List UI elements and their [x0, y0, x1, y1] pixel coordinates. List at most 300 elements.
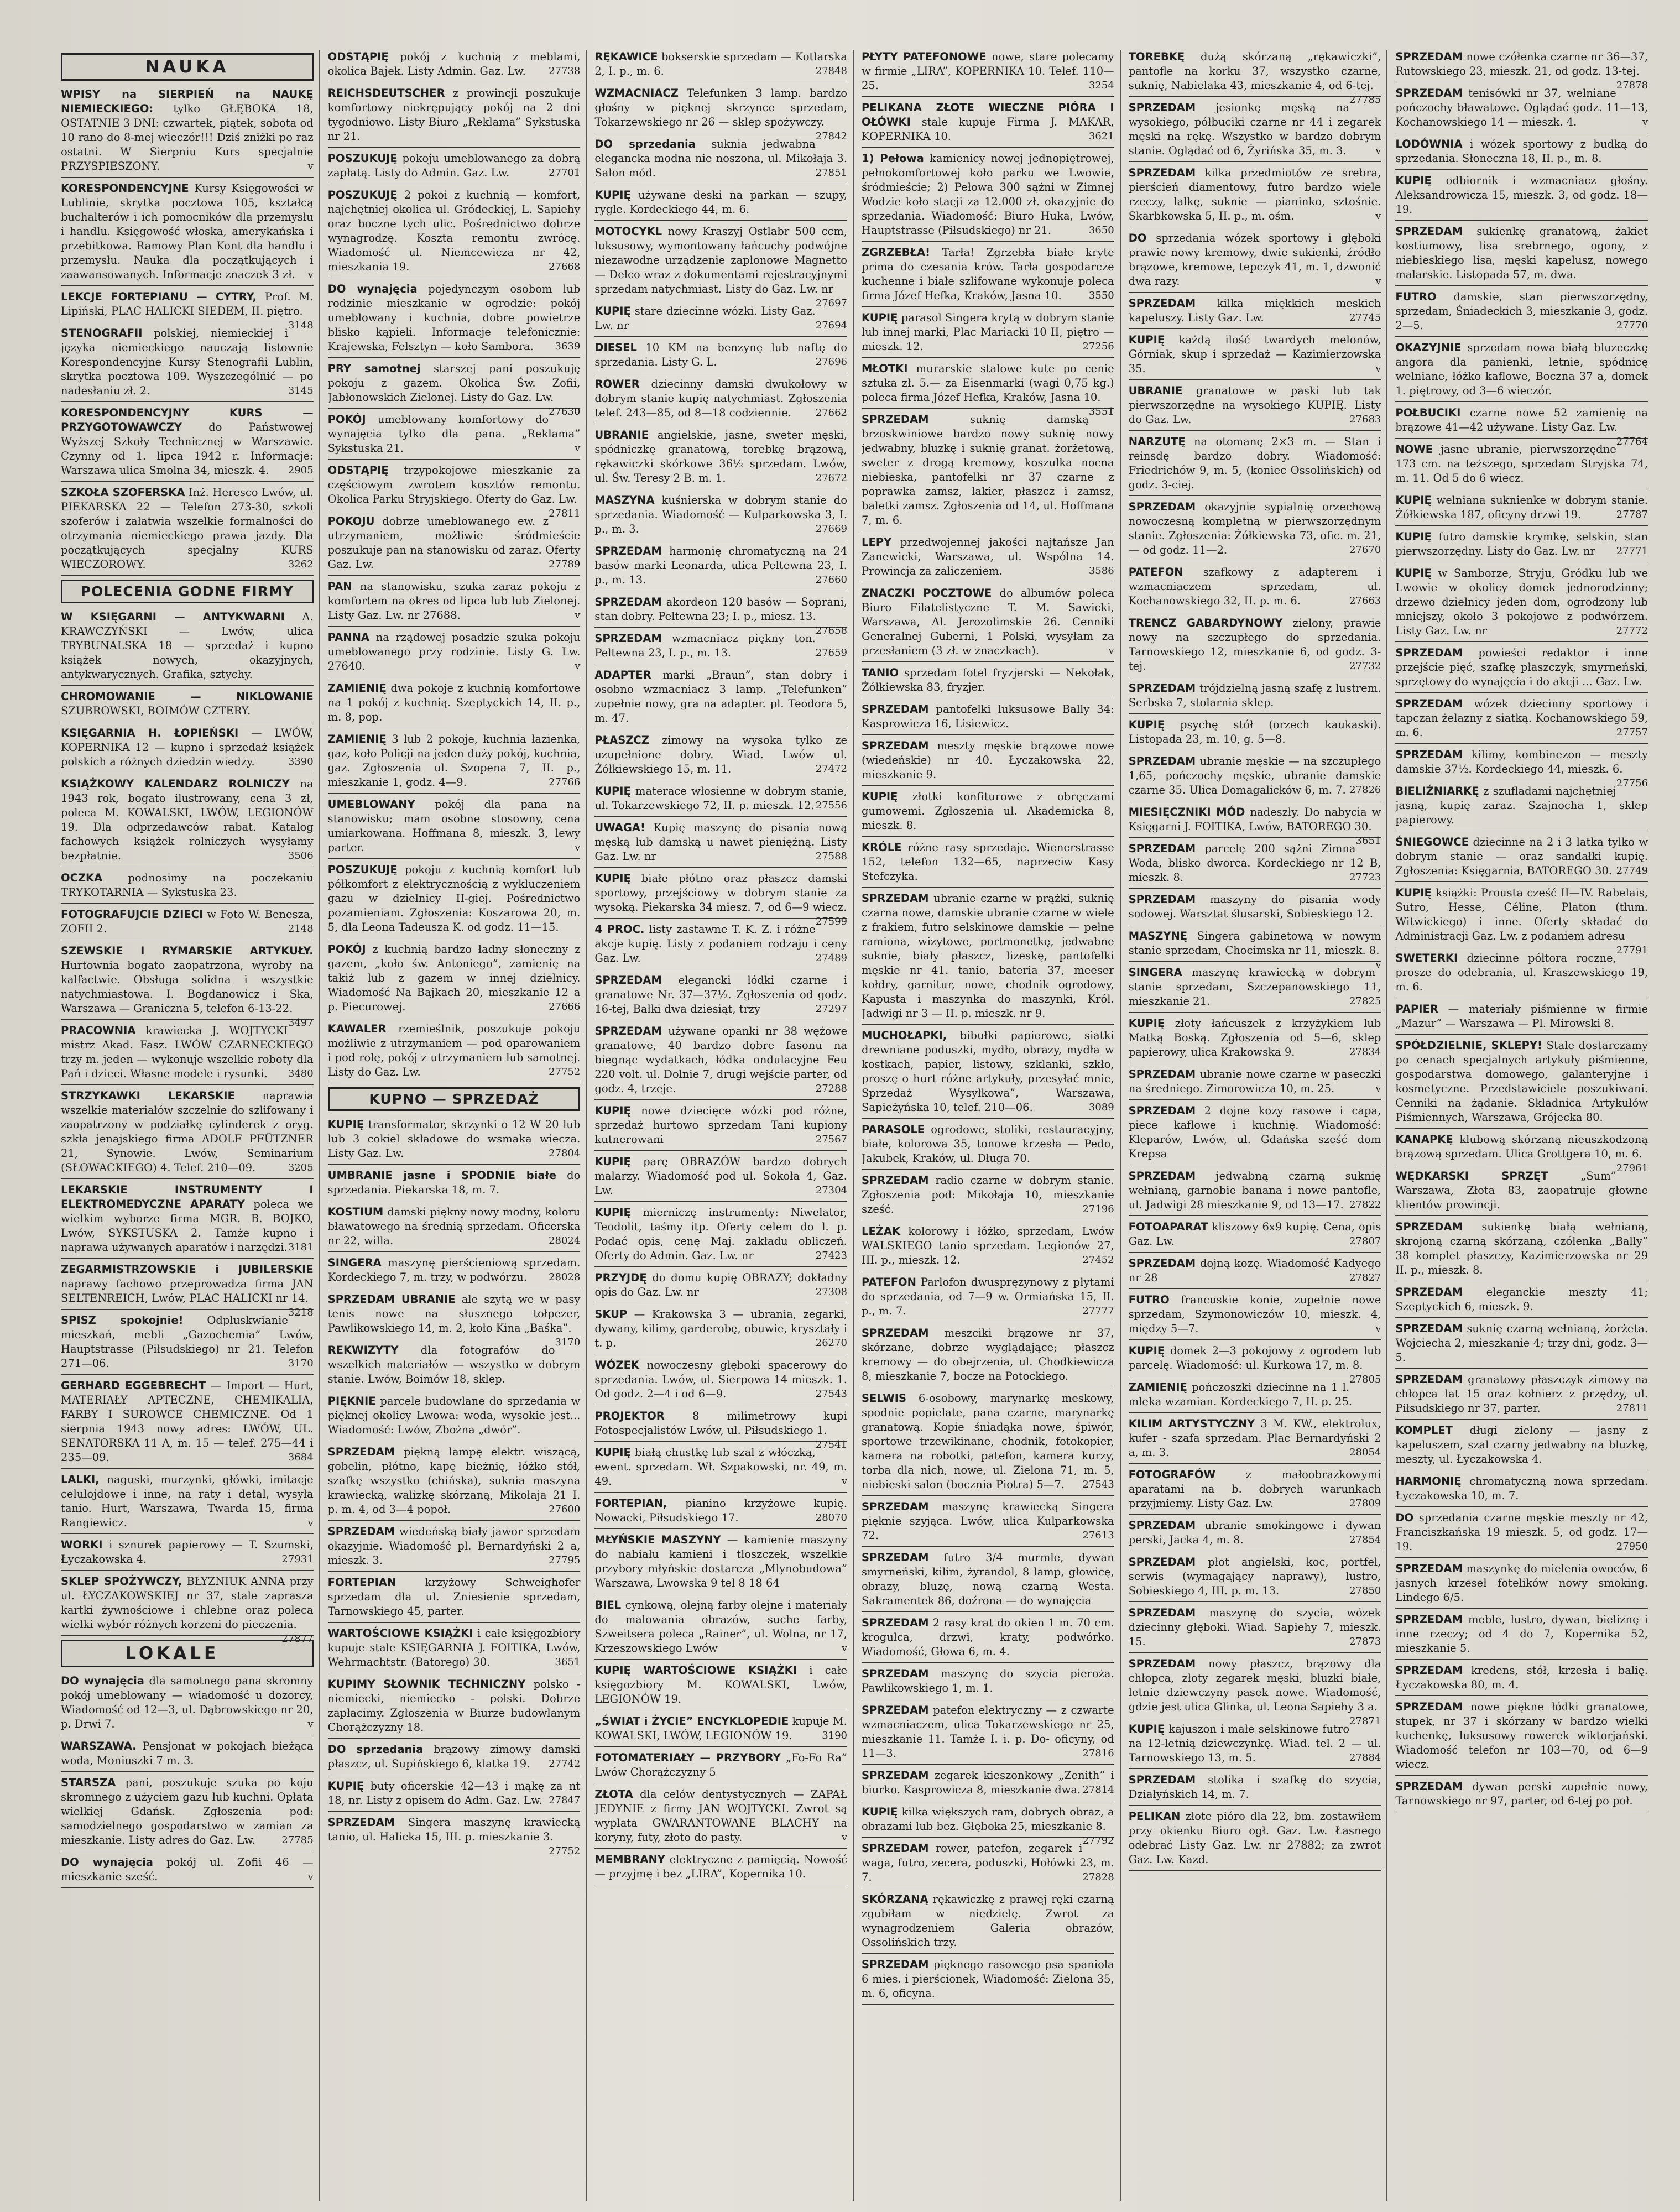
classified-ad — [594, 733, 847, 780]
ad-number: 27884 — [1349, 1752, 1381, 1764]
ad-number: 27809 — [1349, 1498, 1381, 1509]
classified-ad — [1395, 1474, 1648, 1507]
ad-number: 27826 — [1349, 784, 1381, 796]
classified-ad — [862, 413, 1114, 531]
classified-ad — [328, 681, 581, 728]
ad-headline: UBRANIE — [1128, 384, 1183, 397]
classified-ad — [594, 1598, 847, 1660]
classified-ad — [1129, 1555, 1381, 1602]
classified-ad — [1128, 50, 1381, 106]
ad-headline: TOREBKĘ — [1128, 50, 1185, 63]
ad-text: książki: Prousta cześć II—IV. Rabelais, Sutro, Hesse, Céline, Platon (tłum. Witwickiego) i inne. Oferty składać do Administracji Gaz. Lw. z podaniem adresu — [1395, 886, 1648, 942]
ad-headline: UBRANIE — [594, 429, 649, 441]
column-5 — [1129, 50, 1388, 2201]
classified-ad — [327, 362, 581, 418]
ad-number: 3550 — [1088, 290, 1114, 301]
ad-headline: SPRZEDAM — [327, 1816, 395, 1829]
classified-ad — [328, 86, 581, 148]
ad-headline: POKOJU — [327, 515, 375, 528]
ad-headline: PRACOWNIA — [61, 1024, 136, 1037]
ad-text: damski piękny nowy modny, koloru bławatowego na średnią sprzedam. Oficerska nr 22, willa. — [327, 1206, 581, 1247]
classified-ad — [61, 1538, 314, 1571]
classified-ad — [328, 580, 581, 627]
ad-headline: REICHSDEUTSCHER — [327, 87, 445, 100]
ad-text: buty oficerskie 42—43 i mąkę za nt 18, nr. Listy z opisem do Adm. Gaz. Lw. — [327, 1780, 581, 1807]
classified-ad — [594, 1206, 847, 1267]
ad-text: Tarła! Zgrzebła białe kryte prima do czesania krów. Tarła gospodarcze kuchenne i białe szlifowane wykonuje poleca firma Józef Hefka, Kraków, Jasna 10. — [862, 246, 1114, 302]
ad-headline: POKÓJ — [327, 943, 366, 956]
ad-headline: LODÓWNIA — [1395, 138, 1463, 150]
ad-headline: KUPIĘ — [1128, 333, 1165, 346]
ad-headline: DO sprzedania — [594, 138, 696, 150]
classified-ad — [1395, 1322, 1648, 1369]
ad-text: ubranie smokingowe i dywan perski, Jacka 4, m. 8. — [1128, 1519, 1381, 1546]
classified-ad — [594, 632, 847, 664]
ad-text: rower, patefon, zegarek i waga, futro, zecera, poduszki, Hołówki 23, m. 7. — [862, 1842, 1114, 1884]
classified-ad — [61, 690, 314, 722]
ad-text: na 1943 rok, bogato ilustrowany, cena 3 zł, poleca M. KOWALSKI, LWÓW, LEGIONÓW 19. Dla odprzedawców rabat. Katalog fachowych książek rolniczych wysyłamy bezpłatnie. — [61, 778, 314, 862]
classified-ad — [594, 1853, 847, 1885]
ad-text: suknię damską brzoskwiniowe bardzo nowy suknię nowy jedwabny, bluzkę i suknię granat. żorżetową, sweter z drogą kremowy, koszulka nocna niebieska, pantofelki nr 37 czarne z poprawka zamsz, lakier, płaszcz i zamsz, baletki zamsz. Zgłoszenia od 14, ul. Hoffmana 7, m. 6. — [862, 413, 1114, 526]
ad-headline: ZAMIENIĘ — [327, 733, 387, 745]
ad-number: 3651 — [1355, 835, 1381, 847]
classified-ad — [1129, 384, 1381, 431]
ad-headline: KUPIĘ — [594, 1446, 631, 1459]
ad-headline: SPRZEDAM — [1395, 87, 1463, 100]
ad-text: polsko - niemiecki, niemiecko - polski. Dobrze zapłacimy. Zgłoszenia w Biurze budowlanym Chorążczyzny 18. — [327, 1678, 581, 1734]
classified-ad — [862, 1616, 1114, 1663]
column-6 — [1395, 50, 1653, 2201]
classified-ad — [61, 1473, 314, 1534]
ad-headline: ZNACZKI POCZTOWE — [862, 587, 992, 599]
ad-text: SZUBROWSKI, BOIMÓW CZTERY. — [61, 705, 251, 717]
ad-headline: FOTOGRAFÓW — [1128, 1468, 1215, 1481]
ad-number: 3170 — [288, 1358, 314, 1369]
classified-ad — [1395, 225, 1648, 286]
ad-headline: SPRZEDAM — [1128, 1556, 1196, 1568]
ad-number: 27785 — [1349, 94, 1381, 106]
ad-number: 27666 — [549, 1001, 581, 1013]
ad-number: 3254 — [1088, 80, 1114, 91]
ad-text: pokój ul. Zofii 46 — mieszkanie sześć. — [61, 1856, 314, 1883]
ad-text: sprzedam fotel fryzjerski — Nekołak, Żółkiewska 83, fryzjer. — [862, 666, 1114, 693]
ad-headline: PELIKAN — [1128, 1810, 1181, 1823]
ad-number: v — [1375, 145, 1381, 156]
ad-headline: KUPIĘ — [1128, 718, 1165, 731]
ad-number: v — [1375, 1323, 1381, 1334]
ad-headline: KUPIĘ — [594, 872, 631, 885]
ad-text: akordeon 120 basów — Soprani, stan dobry. Peltewna 23; I. p., miesz. 13. — [594, 596, 848, 623]
ad-text: wzmacniacz piękny ton. Peltewna 23, I. p., m. 13. — [594, 632, 816, 659]
classified-ad — [594, 973, 847, 1020]
classified-ad — [1395, 1423, 1648, 1470]
classified-ad — [1129, 1169, 1381, 1216]
ad-headline: POSZUKUJĘ — [327, 152, 398, 165]
ad-number: 3181 — [288, 1241, 314, 1253]
ad-number: 27742 — [549, 1758, 581, 1770]
ad-number: 27851 — [815, 167, 848, 179]
ad-headline: PANNA — [327, 631, 369, 644]
ad-headline: SPRZEDAM — [1128, 1773, 1196, 1786]
ad-headline: STARSZA — [61, 1776, 116, 1789]
classified-ad — [1129, 1417, 1381, 1464]
ad-number: v — [1375, 210, 1381, 222]
ad-text: ogrodowe, stoliki, restauracyjny, białe, kolorowa 35, tonowe krzesła — Pedo, Jakubek, Kraków, ul. Długa 70. — [862, 1123, 1114, 1165]
classified-ad — [1129, 1809, 1381, 1871]
ad-number: v — [1375, 275, 1381, 287]
classified-ad — [1395, 406, 1648, 447]
ad-number: 27785 — [281, 1834, 314, 1846]
classified-ad — [328, 1022, 581, 1083]
ad-headline: SPRZEDAM — [1128, 166, 1196, 179]
ad-number: 27757 — [1616, 727, 1648, 738]
ad-headline: ODSTĄPIĘ — [327, 464, 389, 477]
ad-number: 27489 — [815, 952, 848, 964]
ad-headline: WARTOŚCIOWE KSIĄŻKI — [327, 1627, 473, 1640]
ad-headline: KRÓLE — [862, 841, 902, 854]
ad-headline: LALKI, — [61, 1473, 100, 1486]
classified-ad — [862, 50, 1114, 97]
classified-ad — [594, 1787, 847, 1849]
ad-headline: KUPIĘ WARTOŚCIOWE KSIĄŻKI — [594, 1664, 797, 1677]
ad-number: 2148 — [288, 923, 314, 935]
classified-ad — [61, 1313, 314, 1375]
classified-ad — [862, 1841, 1114, 1888]
ad-number: 27950 — [1616, 1541, 1648, 1552]
ad-number: 27696 — [815, 356, 848, 368]
classified-ad — [1129, 500, 1381, 561]
classified-ad — [1395, 835, 1648, 882]
ad-headline: OCZKA — [61, 872, 103, 884]
ad-headline: MIESIĘCZNIKI MÓD — [1128, 806, 1245, 818]
ad-number: 3651 — [555, 1656, 581, 1668]
classified-ad — [1395, 50, 1648, 91]
ad-headline: SPRZEDAM — [1128, 297, 1196, 310]
ad-headline: W KSIĘGARNI — ANTYKWARNI — [61, 611, 285, 623]
classified-ad — [327, 1292, 581, 1348]
ad-text: starszej pani poszukuję pokoju z gazem. Okolica Św. Zofii, Jabłonowskich Zielonej. Listy do Gaz. Lw. — [327, 362, 581, 404]
ad-headline: SPRZEDAM — [1128, 1104, 1196, 1117]
ad-text: — Import — Hurt, MATERIAŁY APTECZNE, CHEMIKALIA, FARBY I SUROWCE CHEMICZNE. Od 1 sierpnia 1943 nowy adres: LWÓW, UL. SENATORSKA 11 A, m. 15 — telef. 275—44 i 235—09. — [61, 1379, 314, 1464]
classified-ad — [862, 311, 1114, 358]
ad-text: dziecinne na 2 i 3 latka tylko w dobrym stanie — oraz sandałki kupię. Zgłoszenia: Księgarnia, BATOREGO 30. — [1395, 836, 1648, 877]
ad-text: Pensjonat w pokojach bieżąca woda, Moniuszki 7 m. 3. — [61, 1740, 314, 1767]
ad-text: Singera maszynę krawiecką tanio, ul. Halicka 15, III. p. mieszkanie 3. — [327, 1816, 581, 1843]
ad-text: długi zielony — jasny z kapeluszem, szal czarny jedwabny na bluzkę, meszty, ul. Łyczakowska 4. — [1395, 1424, 1648, 1465]
classified-ad — [1129, 435, 1381, 496]
ad-number: 27308 — [815, 1286, 848, 1298]
classified-ad — [862, 1224, 1114, 1271]
classified-ad — [1129, 231, 1381, 293]
ad-number: 27834 — [1349, 1046, 1381, 1058]
ad-number: 27877 — [281, 1633, 314, 1645]
ad-number: 3170 — [555, 1337, 581, 1348]
classified-ad — [862, 702, 1114, 735]
ad-number: 27663 — [1349, 595, 1381, 607]
ad-headline: MOTOCYKL — [594, 225, 662, 238]
classified-ad — [594, 86, 848, 142]
classified-ad — [862, 1275, 1114, 1322]
ad-headline: KUPIĘ — [594, 305, 631, 317]
ad-text: dobrze umeblowanego ew. z utrzymaniem, możliwie śródmieście poszukuje pan na stanowisku od zaraz. Oferty Gaz. Lw. — [327, 515, 581, 571]
ad-number: 3205 — [288, 1162, 314, 1173]
ad-text: maszynę do szycia, wózek dziecinny głęboki. Wiad. Sapiehy 7, mieszk. 15. — [1128, 1606, 1381, 1648]
ad-number: v — [575, 442, 581, 454]
classified-ad — [1395, 1562, 1648, 1609]
ad-number: 27599 — [815, 916, 848, 927]
ad-text: pokoju z kuchnią komfort lub półkomfort z elektrycznością z wykluczeniem gazu w dzielnicy II-giej. Pośrednictwo pozamieniam. Zgłoszenia: Koszarowa 20, m. 5, dla Leona Tadeusza K. od godz. 11—15. — [327, 863, 581, 933]
ad-text: Telefunken 3 lamp. bardzo głośny w pięknej skrzynce sprzedam, Tokarzewskiego nr 26 — sklep spożywczy. — [594, 87, 848, 128]
ad-text: krawiecka J. WOJTYCKI mistrz Akad. Fasz. LWÓW CZARNECKIEGO trzy m. jeden — wykonuje wszelkie roboty dla Pań i dzieci. Własne modele i rysunki. — [61, 1024, 314, 1080]
classified-ad — [328, 152, 581, 184]
ad-headline: WARSZAWA. — [61, 1740, 137, 1752]
classified-ad — [1129, 1722, 1381, 1769]
ad-text: marki „Braun”, stan dobry i osobno wzmacniacz 3 lamp. „Telefunken” zupełnie nowy, gra na adapter. pl. Teodora 5, m. 47. — [594, 669, 848, 724]
ad-headline: FOTOAPARAT — [1128, 1220, 1208, 1233]
ad-headline: WORKI — [61, 1538, 103, 1551]
ad-text: maszynę do szycia pieroża. Pawlikowskiego 1, m. 1. — [862, 1667, 1114, 1694]
ad-headline: SPRZEDAM — [1128, 1170, 1196, 1182]
ad-number: 27791 — [1616, 945, 1648, 956]
classified-ad — [594, 872, 848, 927]
ad-number: 27659 — [815, 647, 848, 659]
ad-headline: SPRZEDAM — [862, 892, 929, 905]
classified-ad — [328, 1256, 581, 1288]
classified-ad — [594, 595, 848, 637]
ad-headline: FORTEPIAN — [327, 1576, 396, 1589]
ad-number: 27752 — [549, 1066, 581, 1078]
ad-headline: SELWIS — [862, 1392, 907, 1405]
ad-text: stale kupuje Firma J. MAKAR, KOPERNIKA 10. — [862, 116, 1114, 143]
classified-ad — [1129, 893, 1381, 925]
ad-text: welniana suknienke w dobrym stanie. Żółkiewska 187, oficyny drzwi 19. — [1395, 494, 1648, 521]
ad-text: maszynę pierścieniową sprzedam. Kordeckiego 7, m. trzy, w podwórzu. — [327, 1256, 581, 1284]
ad-headline: FUTRO — [1395, 290, 1437, 303]
ad-text: na stanowisku, szuka zaraz pokoju z komfortem na okres od lipca lub lub Zielonej. Listy Gaz. Lw. nr 27688. — [327, 580, 581, 622]
classified-ad — [1395, 566, 1648, 642]
classified-ad — [61, 871, 314, 904]
ad-headline: SPRZEDAM — [1395, 1780, 1463, 1793]
classified-ad — [328, 863, 581, 938]
classified-ad — [1395, 1169, 1648, 1216]
ad-headline: SZEWSKIE I RYMARSKIE ARTYKUŁY. — [61, 945, 314, 957]
ad-text: nowe, stare polecamy w firmie „LIRA”, KOPERNIKA 10. Telef. 110—25. — [862, 50, 1114, 92]
classified-ad — [1129, 101, 1381, 162]
ad-text: maszynę krawiecką w dobrym stanie sprzedam, Szczepanowskiego 11, mieszkanie 21. — [1128, 966, 1381, 1008]
ad-headline: SPRZEDAM — [1128, 842, 1196, 855]
classified-ad — [862, 1805, 1114, 1846]
classified-ad — [1395, 442, 1648, 489]
ad-text: — kamienie maszyny do nabiału kamieni i tłoszczek, wszelkie przybory młyńskie dostarcza „Mlynobudowa” Warszawa, Lwowska 9 tel 8 18 64 — [594, 1533, 848, 1589]
ad-headline: WZMACNIACZ — [594, 87, 679, 100]
ad-text: okazyjnie sypialnię orzechową nowoczesną kompletną w pierwszorzędnym stanie. Zgłoszenia: Żółkiewska 73, ofic. m. 21, — od godz. 11—2. — [1128, 500, 1381, 556]
ad-text: z szufladami najchętniej jasną, kupię zaraz. Szajnocha 1, sklep papierowy. — [1395, 785, 1648, 826]
ad-headline: SPRZEDAM — [594, 632, 662, 645]
ad-text: kilimy, kombinezon — meszty damskie 37½. Kordeckiego 44, mieszk. 6. — [1395, 748, 1648, 775]
ad-headline: KUPIĘ — [1395, 567, 1432, 580]
ad-headline: REKWIZYTY — [327, 1344, 399, 1357]
ad-text: kajuszon i małe selskinowe futro na 12-letnią dziewczynkę. Wiad. tel. 2 — ul. Tarnowskiego 13, m. 5. — [1128, 1723, 1381, 1764]
classified-ad — [61, 181, 314, 286]
ad-headline: SPRZEDAM — [1395, 646, 1463, 659]
ad-text: kilka większych ram, dobrych obraz, a obrazami lub bez. Głęboka 25, mieszkanie 8. — [862, 1806, 1114, 1833]
ad-text: z kuchnią bardzo ładny słoneczny z gazem, „koło św. Antoniego”, zamienię na takiż lub z gazem w innej dzielnicy. Wiadomość Na Bajkach 20, mieszkanie 12 a p. Piecurowej. — [327, 943, 581, 1013]
ad-text: sukienkę białą wełnianą, skrojoną czarną skórzaną, czółenka „Bally” 38 komplet płaszczy, Kazimierzowska nr 29 II. p., mieszk. 8. — [1395, 1220, 1648, 1276]
ad-text: kolorowy i łóżko, sprzedam, Lwów WALSKIEGO tanio sprzedam. Legionów 27, III. p., mieszk. 12. — [862, 1225, 1114, 1266]
ad-number: 27472 — [815, 763, 848, 775]
ad-headline: MŁYŃSKIE MASZYNY — [594, 1533, 721, 1546]
ad-number: 27961 — [1616, 1162, 1648, 1174]
ad-number: 27772 — [1616, 625, 1648, 637]
ad-text: Inż. Heresco Lwów, ul. PIEKARSKA 22 — Telefon 273-30, szkoli szoferów i załatwia wszelkie formalności do otrzymania niemieckiego prawa jazdy. Dla początkujących specjalny KURS WIECZOROWY. — [61, 486, 314, 571]
classified-ad — [328, 1394, 581, 1441]
ad-headline: KUPIĘ — [1128, 1723, 1165, 1735]
ad-number: v — [307, 160, 314, 172]
ad-text: odbiornik i wzmacniacz głośny. Aleksandrowicza 15, mieszk. 3, od godz. 18—19. — [1395, 174, 1648, 216]
ad-headline: SPRZEDAM — [1395, 1373, 1463, 1386]
ad-headline: LEKARSKIE INSTRUMENTY I ELEKTROMEDYCZNE APARATY — [61, 1183, 314, 1211]
ad-number: 27771 — [1616, 545, 1648, 557]
classified-ad — [328, 1743, 581, 1775]
ad-headline: SPRZEDAM — [1128, 500, 1196, 513]
classified-ad — [862, 1703, 1114, 1765]
ad-text: 8 milimetrowy kupi Fotospecjalistów Lwów, ul. Piłsudskiego 1. — [594, 1410, 848, 1437]
ad-text: — Krakowska 3 — ubrania, zegarki, dywany, kilimy, garderobę, obuwie, kryształy i t. p. — [594, 1308, 848, 1349]
ad-headline: ZAMIENIĘ — [327, 682, 387, 695]
ad-number: 27850 — [1349, 1585, 1381, 1597]
classified-ad — [1129, 681, 1381, 714]
ad-text: sprzedania wózek sportowy i głęboki prawie nowy kremowy, dwie sukienki, źródło brązowe, kremowe, tepczyk 41, m. 1, dzwonić dwa razy. — [1128, 232, 1381, 288]
ad-headline: WÓZEK — [594, 1359, 640, 1371]
ad-text: elektryczne z pamięcią. Nowość — przyjmę i bez „LIRA”, Kopernika 10. — [594, 1853, 848, 1880]
ad-text: futro damskie krymkę, selskin, stan pierwszorzędny. Listy do Gaz. Lw. nr — [1395, 530, 1648, 557]
ad-number: 27854 — [1349, 1534, 1381, 1546]
classified-ad — [61, 87, 314, 178]
classified-ad — [61, 777, 314, 867]
classified-ad — [328, 797, 581, 859]
ad-text: ale szytą we w pasy tenis nowe na słusznego tołpezer, Pawlikowskiego 14, m. 2, koło Kina „Baśka”. — [327, 1293, 581, 1334]
ad-headline: KUPIĘ — [862, 311, 898, 324]
ad-text: trójdzielną jasną szafę z lustrem. Serbska 7, stolarnia sklep. — [1128, 682, 1381, 709]
ad-text: Singera gabinetową w nowym stanie sprzedam, Chocimska nr 11, mieszk. 8. — [1128, 930, 1381, 957]
ad-number: 27770 — [1616, 320, 1648, 331]
ad-headline: KUPIĘ — [1128, 1344, 1165, 1357]
ad-headline: PAPIER — [1395, 1003, 1438, 1015]
classified-ad — [328, 1525, 581, 1572]
classified-ad — [594, 50, 847, 82]
ad-text: do sprzedania. Piekarska 18, m. 7. — [327, 1169, 581, 1196]
classified-ad — [328, 1677, 581, 1739]
classified-ad — [1128, 1344, 1381, 1385]
ad-text: suknia jedwabna elegancka modna nie noszona, ul. Mikołaja 3. Salon mód. — [594, 138, 848, 179]
ad-headline: DO — [1128, 232, 1147, 244]
ad-text: dużą skórzaną „rękawiczki”, pantofle na korku 37, wszystko czarne, suknię, Nabielaka 43, mieszkanie 4, od 6-tej. — [1128, 50, 1381, 92]
ad-headline: HARMONIĘ — [1395, 1475, 1462, 1488]
ad-text: złotki konfiturowe z obręczami gumowemi. Zgłoszenia ul. Akademicka 8, mieszk. 8. — [862, 790, 1114, 832]
classified-ad — [594, 821, 847, 868]
ad-headline: SPRZEDAM — [1395, 1220, 1463, 1233]
ad-number: 27931 — [281, 1553, 314, 1565]
ad-headline: SPRZEDAM — [862, 1174, 929, 1187]
classified-ad — [862, 152, 1114, 242]
ad-number: 27297 — [815, 1003, 848, 1015]
ad-number: 27723 — [1349, 872, 1381, 883]
ad-headline: KORESPONDENCYJNY KURS — PRZYGOTOWAWCZY — [61, 406, 314, 434]
ad-text: szafkowy z adapterem i wzmacniaczem sprzedam, ul. Kochanowskiego 32, II. p. m. 6. — [1128, 566, 1381, 607]
ad-number: 27827 — [1349, 1272, 1381, 1284]
ad-text: piękną lampę elektr. wiszącą, gobelin, płótno, kapę bieżnię, łóżko stół, szafkę wszystko (chińska), suknia maszyna krawiecką, walizkę skórzaną, Mikołaja 21 I. p. m. 4, od 3—4 popoł. — [327, 1446, 581, 1516]
ad-headline: SPRZEDAM — [862, 413, 929, 426]
ad-headline: ŚNIEGOWCE — [1395, 836, 1469, 848]
ad-number: 27871 — [1349, 1715, 1381, 1727]
ad-number: 27764 — [1616, 436, 1648, 447]
classified-ad — [1395, 886, 1648, 956]
ad-headline: MUCHOŁAPKI, — [862, 1029, 947, 1042]
ad-text: Kupię maszynę do pisania nową męską lub damską u nawet pieniężną. Listy Gaz. Lw. nr — [594, 821, 848, 863]
ad-headline: SPRZEDAM — [862, 1616, 929, 1629]
ad-number: 27567 — [815, 1134, 848, 1145]
ad-headline: DIESEL — [594, 341, 637, 354]
classified-ad — [862, 1768, 1114, 1801]
ad-text: i całe księgozbiory kupuje stale KSIĘGARNIA J. FOITIKA, Lwów, Wehrmachtstr. (Batorego) 30. — [327, 1627, 581, 1668]
classified-ad — [862, 1326, 1114, 1387]
ad-number: 27670 — [1349, 544, 1381, 556]
ad-number: 27423 — [815, 1250, 848, 1261]
classified-ad — [594, 544, 847, 591]
classified-ad — [594, 1751, 847, 1783]
classified-ad — [1129, 1256, 1381, 1289]
ad-number: 27694 — [815, 320, 848, 331]
ad-number: 27304 — [815, 1185, 848, 1196]
ad-headline: WPISY na SIERPIEŃ na NAUKĘ NIEMIECKIEGO: — [61, 88, 314, 115]
ad-text: 2 pokoi z kuchnią — komfort, najchętniej okolica ul. Gródeckiej, L. Sapiehy oraz boczne tych ulic. Pośrednictwo dobrze wynagrodzę. Koszta remontu zwrócę. Wiadomość ul. Niemcewicza nr 42, mieszkania 19. — [327, 189, 581, 273]
ad-number: 27756 — [1616, 778, 1648, 789]
classified-ad — [328, 1445, 581, 1521]
ad-number: 27811 — [549, 508, 581, 519]
ad-number: 27256 — [1082, 341, 1114, 352]
ad-text: nowe dziecięce wózki pod różne, sprzedaż hurtowo sprzedam Tani kupiony kutnerowani — [594, 1104, 848, 1146]
ad-text: granatowe w paski lub tak pierwszorzędne na wysokiego KUPIĘ. Listy do Gaz. Lw. — [1128, 384, 1381, 426]
ad-text: nowy Kraszyj Ostlabr 500 ccm, luksusowy, wymontowany łańcuchy podwójne niezawodne urządzenie zapłonowe Magnetto — Delco wraz z dokumentami rejestracyjnymi sprzedam natychmiast. Listy do Gaz. Lw. nr — [594, 225, 848, 295]
ad-text: futro 3/4 murmle, dywan smyrneński, kilim, żyrandol, 8 lamp, głowicę, obrazy, bluzę, nową czarną Westa. Sakramentek 86, doźrona — do wynajęcia — [862, 1551, 1114, 1607]
ad-headline: PRY samotnej — [327, 362, 421, 375]
ad-number: v — [307, 269, 314, 280]
ad-number: 2905 — [288, 465, 314, 476]
classified-ad — [594, 225, 848, 309]
classified-ad — [862, 362, 1114, 418]
classified-ad — [61, 1379, 314, 1469]
ad-number: 3586 — [1088, 565, 1114, 577]
ad-text: Kursy Księgowości w Lublinie, skrytka pocztowa 105, kształcą buchalterów i ich pomocników dla przemysłu i handlu. Księgowość włoska, amerykańska i przebitkowa. Ramowy Plan Kont dla handlu i przemysłu. Nauka dla początkujących i zaawansowanych. Informacje znaczek 3 zł. — [61, 182, 314, 281]
ad-headline: SPRZEDAM — [594, 1025, 662, 1037]
ad-headline: MASZYNĘ — [1128, 930, 1188, 942]
ad-headline: PIĘKNIE — [327, 1395, 376, 1407]
ad-headline: TRENCZ GABARDYNOWY — [1128, 617, 1283, 629]
ad-headline: KOSTIUM — [327, 1206, 384, 1218]
ad-number: 27847 — [549, 1794, 581, 1806]
ad-headline: FORTEPIAN, — [594, 1497, 667, 1510]
classified-ad — [1395, 697, 1648, 744]
ad-headline: SPRZEDAM — [862, 1551, 929, 1564]
classified-ad — [1395, 493, 1648, 526]
ad-text: brązowy zimowy damski płaszcz, ul. Supińskiego 6, klatka 19. — [327, 1743, 581, 1770]
ad-headline: UMEBLOWANY — [327, 798, 415, 811]
ad-number: 3089 — [1088, 1102, 1114, 1113]
classified-ad — [1395, 86, 1648, 133]
ad-number: 3480 — [288, 1068, 314, 1079]
ad-text: używane opanki nr 38 wężowe granatowe, 40 bardzo dobre fasonu na biegnąc wydatkach, łódka ondulacyjne Feu 220 volt. ul. Dolnie 7, drugi wejście parter, od godz. 4, trzeje. — [594, 1025, 848, 1095]
ad-text: umeblowany komfortowy do wynajęcia tylko dla pana. „Reklama” Sykstuska 21. — [327, 413, 581, 455]
